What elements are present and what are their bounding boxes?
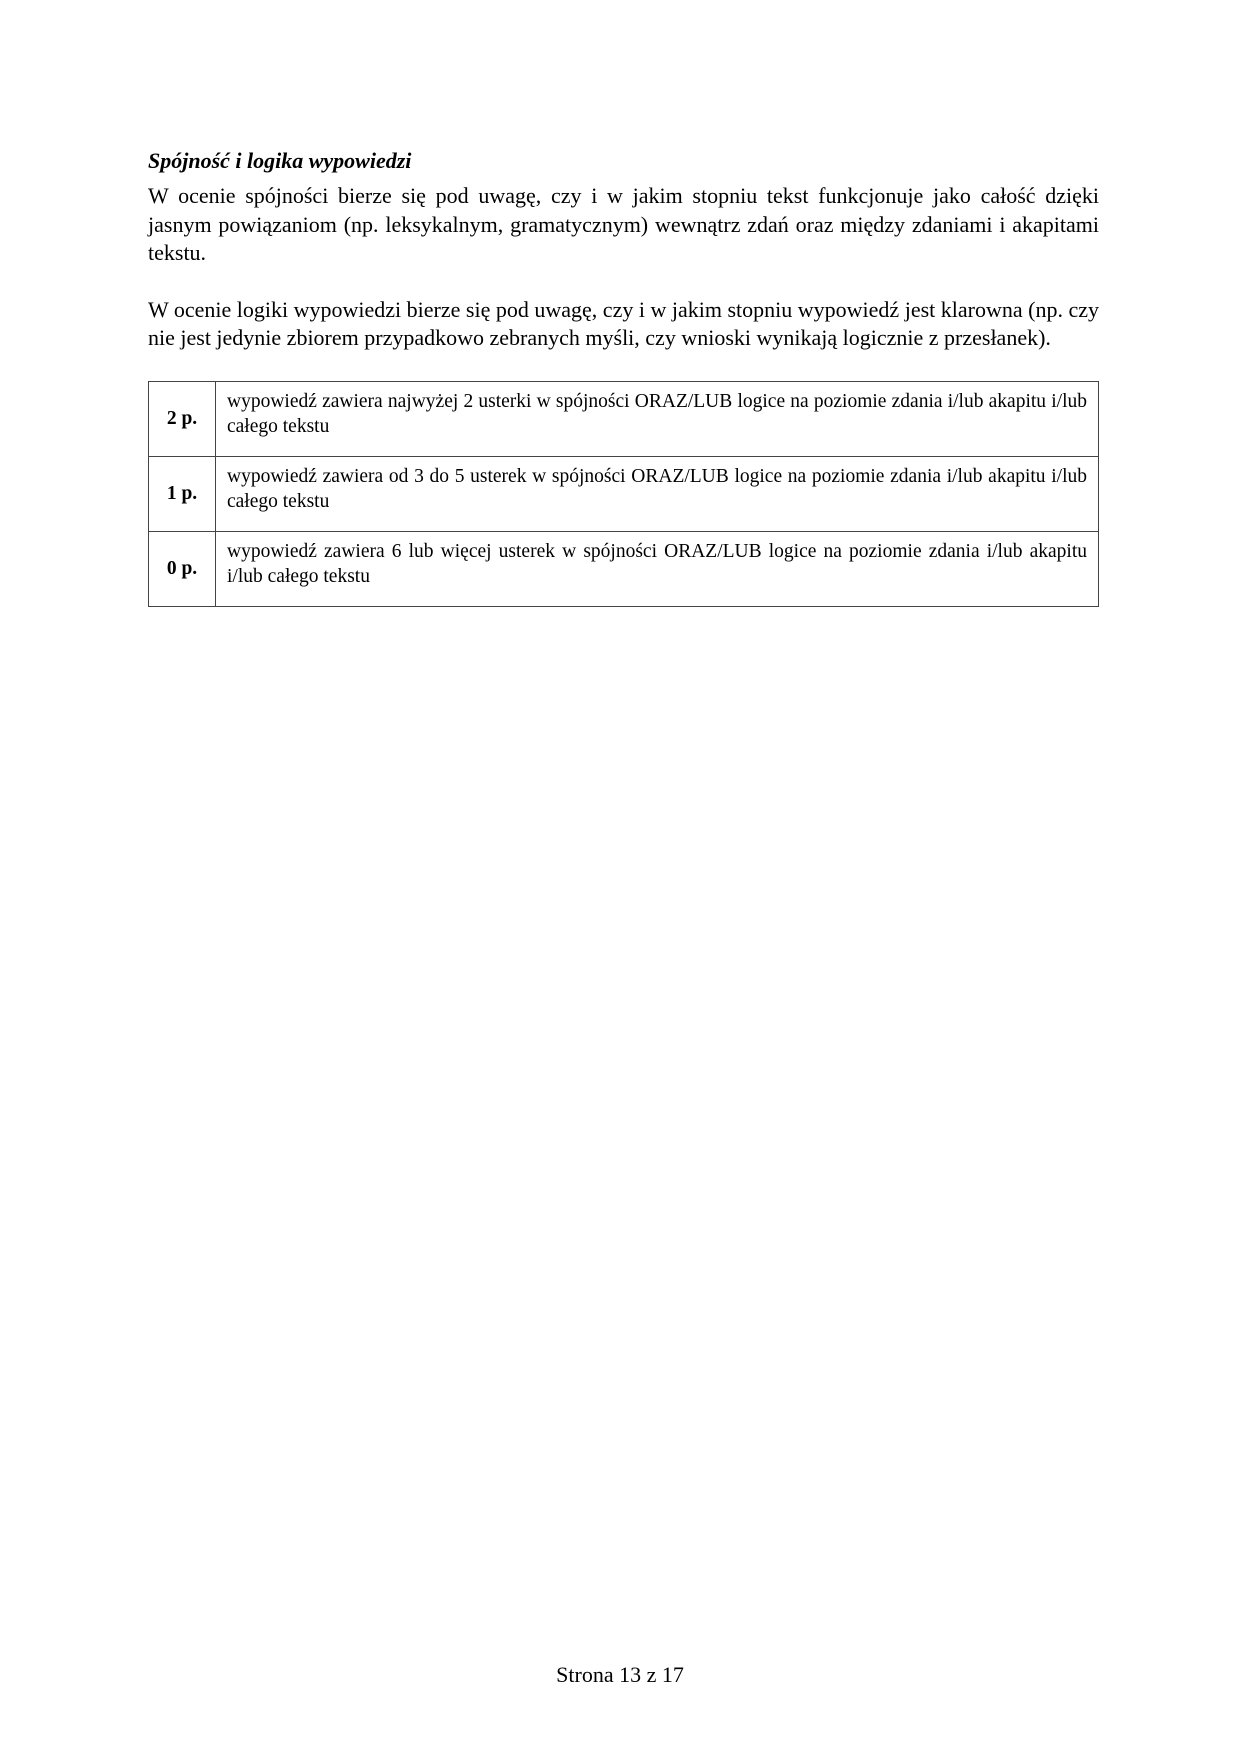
table-row [149,531,1099,606]
logic-paragraph: W ocenie logiki wypowiedzi bierze się pod uwagę, czy i w jakim stopniu wypowiedź jest klarowna (np. czy nie jest jedynie zbiorem przypadkowo zebranych myśli, czy wnioski wynikają logicznie z przesłanek). [148,296,1099,350]
points-cell: 1 p. [149,456,216,531]
page-number: Strona 13 z 17 [556,1662,684,1687]
cohesion-paragraph: W ocenie spójności bierze się pod uwagę, czy i w jakim stopniu tekst funkcjonuje jako całość dzięki jasnym powiązaniom (np. leksykalnym, gramatycznym) wewnątrz zdań oraz między zdaniami i akapitami tekstu. [148,183,1099,265]
section-heading: Spójność i logika wypowiedzi [148,148,412,173]
table-row [149,456,1099,531]
page-content [148,146,1099,607]
points-cell: 0 p. [149,531,216,606]
table-row [149,381,1099,456]
criterion-description: wypowiedź zawiera od 3 do 5 usterek w spójności ORAZ/LUB logice na poziomie zdania i/lub akapitu i/lub całego tekstu [216,456,1099,531]
scoring-criteria-table [148,381,1099,607]
criterion-description: wypowiedź zawiera 6 lub więcej usterek w spójności ORAZ/LUB logice na poziomie zdania i/lub akapitu i/lub całego tekstu [216,531,1099,606]
points-cell: 2 p. [149,381,216,456]
criterion-description: wypowiedź zawiera najwyżej 2 usterki w spójności ORAZ/LUB logice na poziomie zdania i/lub akapitu i/lub całego tekstu [216,381,1099,456]
